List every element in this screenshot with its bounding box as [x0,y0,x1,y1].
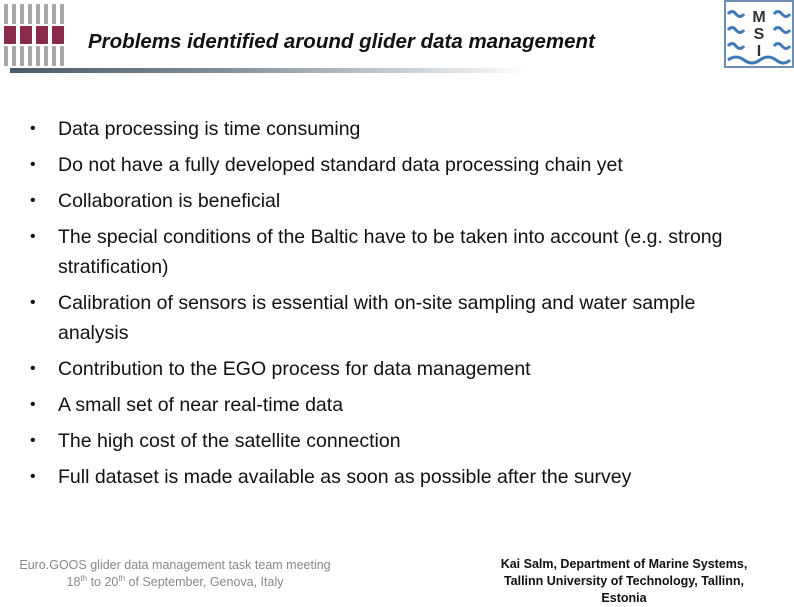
university-logo-icon [4,4,68,66]
bullet-dot-icon: • [30,396,36,413]
bullet-item: • Do not have a fully developed standard data processing chain yet [30,150,770,180]
footer-author-line2: Tallinn University of Technology, Tallinn, [503,574,745,588]
bullet-dot-icon: • [30,432,36,449]
bullet-item: • Data processing is time consuming [30,114,770,144]
bullet-item: • Collaboration is beneficial [30,186,770,216]
bullet-dot-icon: • [30,468,36,485]
footer-event-name: Euro.GOOS glider data management task team meeting [19,558,331,572]
bullet-dot-icon: • [30,294,36,311]
msi-logo-icon [724,0,794,70]
bullet-dot-icon: • [30,192,36,209]
bullet-item: • A small set of near real-time data [30,390,770,420]
bullet-dot-icon: • [30,156,36,173]
footer-event-date: 18th to 20th of September, Genova, Italy [66,573,284,589]
bullet-list [30,114,770,498]
logo-letter-s: S [753,26,765,43]
bullet-item: • Full dataset is made available as soon as possible after the survey [30,462,770,492]
footer-event [10,557,340,590]
bullet-item: • The special conditions of the Baltic have to be taken into account (e.g. strong stratification) [30,222,770,282]
footer-author-line3: Estonia [601,591,647,605]
footer-author [474,556,774,605]
bullet-dot-icon: • [30,120,36,137]
bullet-dot-icon: • [30,360,36,377]
logo-letter-i: I [756,43,762,60]
bullet-dot-icon: • [30,228,36,245]
bullet-item: • The high cost of the satellite connection [30,426,770,456]
slide-title: Problems identified around glider data management [88,30,595,53]
title-underline [10,68,530,73]
bullet-item: • Calibration of sensors is essential with on-site sampling and water sample analysis [30,288,770,348]
bullet-item: • Contribution to the EGO process for data management [30,354,770,384]
footer-author-line1: Kai Salm, Department of Marine Systems, [500,557,748,571]
logo-letter-m: M [752,9,766,26]
